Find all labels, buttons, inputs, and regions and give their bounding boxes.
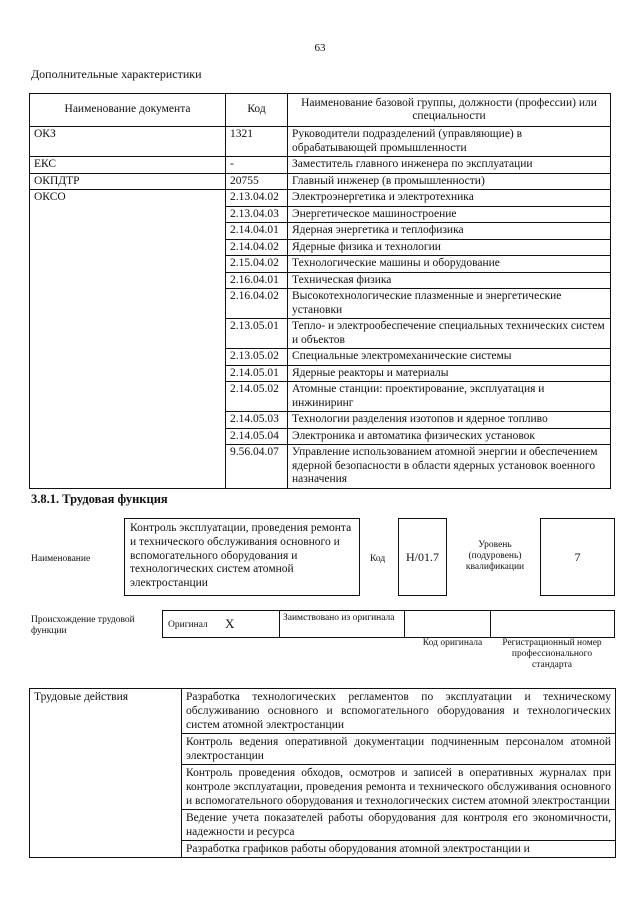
code-cell: 2.14.05.03 — [226, 412, 288, 429]
function-name-box — [124, 518, 360, 596]
name-cell: Энергетическое машиностроение — [288, 206, 611, 223]
code-cell: 1321 — [226, 127, 288, 157]
name-cell: Ядерная энергетика и теплофизика — [288, 223, 611, 240]
code-cell: 2.13.05.02 — [226, 349, 288, 366]
classification-table-body — [30, 127, 611, 489]
actions-table-body — [30, 689, 616, 858]
action-item: Разработка технологических регламентов по эксплуатации и техническому обслуживанию основного и вспомогательного оборудования и технологических систем атомной электростанции — [182, 689, 616, 734]
name-cell: Ядерные реакторы и материалы — [288, 365, 611, 382]
code-label: Код — [370, 554, 386, 564]
classification-table — [29, 93, 611, 489]
name-cell: Технологические машины и оборудование — [288, 256, 611, 273]
name-cell: Атомные станции: проектирование, эксплуатация и инжиниринг — [288, 382, 611, 412]
code-cell: 2.16.04.02 — [226, 289, 288, 319]
doc-cell: ЕКС — [30, 157, 226, 174]
name-cell: Электроэнергетика и электротехника — [288, 190, 611, 207]
page-number: 63 — [314, 42, 326, 54]
header-name: Наименование базовой группы, должности (профессии) или специальности — [288, 94, 611, 127]
original-label: Оригинал — [168, 620, 208, 630]
name-cell: Технологии разделения изотопов и ядерное топливо — [288, 412, 611, 429]
table-row — [30, 173, 611, 190]
action-row — [30, 689, 616, 734]
name-cell: Техническая физика — [288, 272, 611, 289]
code-cell: 2.14.05.02 — [226, 382, 288, 412]
origin-box — [162, 610, 615, 638]
code-cell: 2.14.05.01 — [226, 365, 288, 382]
table-row — [30, 190, 611, 207]
code-cell: 2.16.04.01 — [226, 272, 288, 289]
name-cell: Специальные электромеханические системы — [288, 349, 611, 366]
name-cell: Ядерные физика и технологии — [288, 239, 611, 256]
name-cell: Главный инженер (в промышленности) — [288, 173, 611, 190]
code-original-label: Код оригинала — [422, 638, 483, 648]
code-cell: 2.15.04.02 — [226, 256, 288, 273]
level-box — [540, 518, 615, 596]
table-row — [30, 157, 611, 174]
code-cell: 2.13.05.01 — [226, 319, 288, 349]
code-cell: 2.14.04.01 — [226, 223, 288, 240]
action-item: Контроль ведения оперативной документации подчиненным персоналом атомной электростанции — [182, 734, 616, 765]
name-cell: Заместитель главного инженера по эксплуатации — [288, 157, 611, 174]
table-row — [30, 127, 611, 157]
action-item: Контроль проведения обходов, осмотров и записей в оперативных журналах при контроле эксплуатации, проведения ремонта и технического обслуживания основного и вспомогательного оборудования и технологических систем атомной электростанции — [182, 765, 616, 810]
name-cell: Тепло- и электрообеспечение специальных технических систем и объектов — [288, 319, 611, 349]
doc-cell: ОКЗ — [30, 127, 226, 157]
doc-cell: ОКПДТР — [30, 173, 226, 190]
header-code: Код — [226, 94, 288, 127]
code-cell: 2.14.05.04 — [226, 428, 288, 445]
code-cell: 9.56.04.07 — [226, 445, 288, 489]
header-doc: Наименование документа — [30, 94, 226, 127]
action-item: Ведение учета показателей работы оборудования для контроля его экономичности, надежности и ресурса — [182, 810, 616, 841]
name-cell: Управление использованием атомной энергии и обеспечением ядерной безопасности в области ядерных установок военного назначения — [288, 445, 611, 489]
doc-cell: ОКСО — [30, 190, 226, 489]
level-label: Уровень (подуровень) квалификации — [465, 540, 525, 572]
code-cell: - — [226, 157, 288, 174]
name-label: Наименование — [31, 554, 91, 564]
code-cell: 2.14.04.02 — [226, 239, 288, 256]
origin-label: Происхождение трудовой функции — [31, 615, 135, 636]
function-code-box — [398, 518, 447, 596]
reg-number-label: Регистрационный номер профессионального стандарта — [502, 638, 602, 670]
name-cell: Высокотехнологические плазменные и энергетические установки — [288, 289, 611, 319]
function-heading: 3.8.1. Трудовая функция — [31, 492, 168, 506]
original-mark: X — [225, 616, 235, 631]
code-cell: 2.13.04.02 — [226, 190, 288, 207]
code-cell: 2.13.04.03 — [226, 206, 288, 223]
level-value: 7 — [574, 549, 581, 564]
section-heading: Дополнительные характеристики — [31, 67, 202, 81]
name-cell: Руководители подразделений (управляющие) в обрабатывающей промышленности — [288, 127, 611, 157]
name-cell: Электроника и автоматика физических установок — [288, 428, 611, 445]
action-item: Разработка графиков работы оборудования атомной электростанции и — [182, 841, 616, 858]
function-code-value: H/01.7 — [406, 549, 439, 564]
actions-label: Трудовые действия — [30, 689, 182, 858]
code-cell: 20755 — [226, 173, 288, 190]
function-name-value: Контроль эксплуатации, проведения ремонта и технического обслуживания основного и вспомогательного оборудования и технологических систем атомной электростанции — [130, 522, 352, 590]
actions-table — [29, 688, 616, 858]
borrowed-label: Заимствовано из оригинала — [283, 613, 395, 623]
